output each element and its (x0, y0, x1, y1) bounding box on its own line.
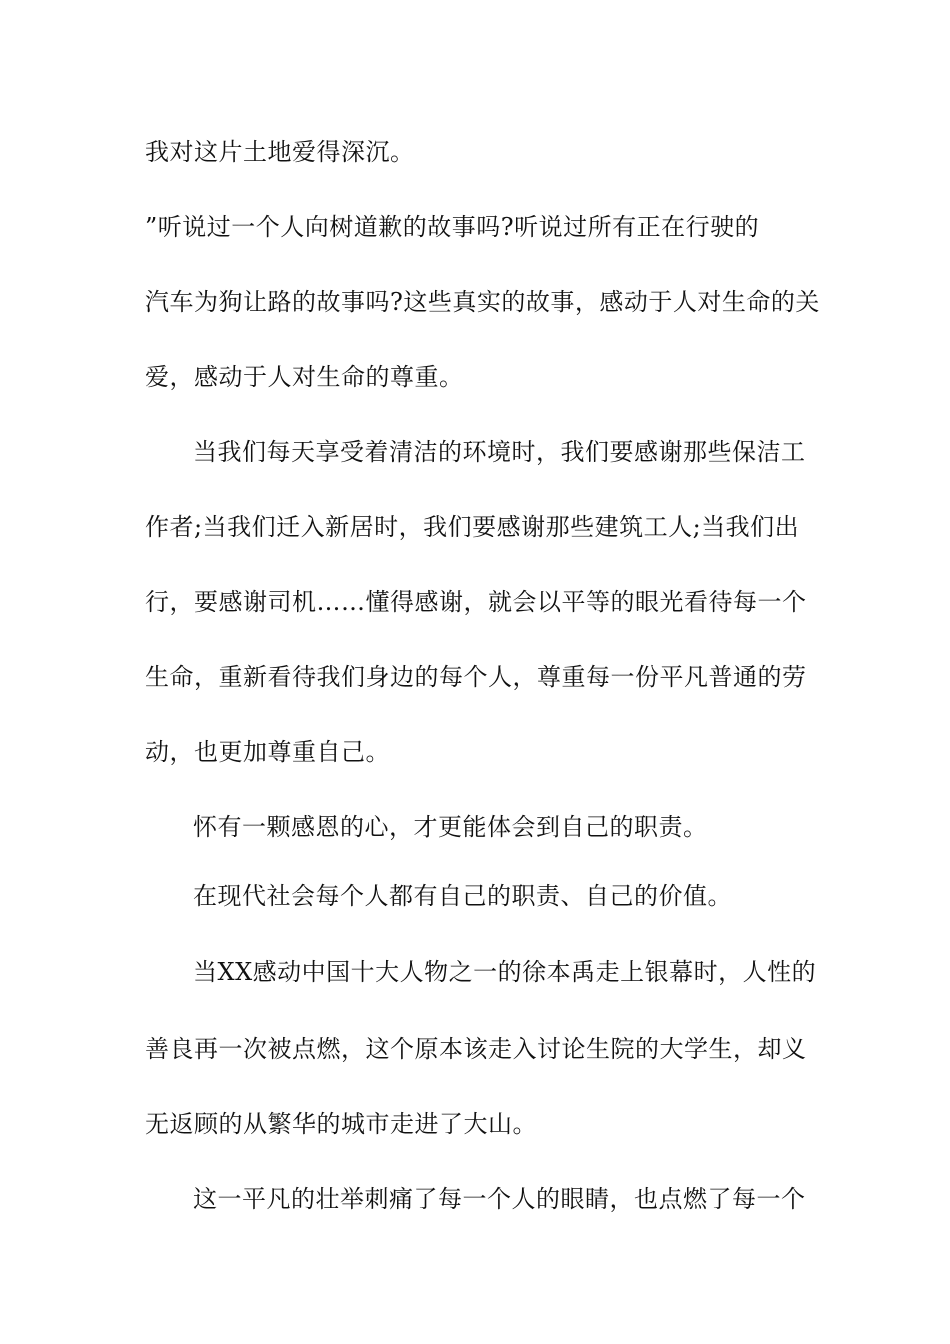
text-line: 汽车为狗让路的故事吗?这些真实的故事，感动于人对生命的关 (145, 288, 820, 316)
paragraph-start-line: 当XX感动中国十大人物之一的徐本禹走上银幕时，人性的 (193, 958, 817, 986)
paragraph-start-line: 在现代社会每个人都有自己的职责、自己的价值。 (193, 882, 732, 910)
text-line: 生命，重新看待我们身边的每个人，尊重每一份平凡普通的劳 (145, 663, 807, 691)
paragraph-start-line: 这一平凡的壮举刺痛了每一个人的眼睛，也点燃了每一个 (193, 1185, 806, 1213)
text-line: 作者;当我们迁入新居时，我们要感谢那些建筑工人;当我们出 (145, 513, 800, 541)
text-line: 动，也更加尊重自己。 (145, 738, 390, 766)
paragraph-start-line: ”听说过一个人向树道歉的故事吗?听说过所有正在行驶的 (145, 213, 760, 241)
paragraph-start-line: 当我们每天享受着清洁的环境时，我们要感谢那些保洁工 (193, 438, 806, 466)
paragraph-start-line: 怀有一颗感恩的心，才更能体会到自己的职责。 (193, 813, 708, 841)
text-line: 无返顾的从繁华的城市走进了大山。 (145, 1110, 537, 1138)
text-line: 善良再一次被点燃，这个原本该走入讨论生院的大学生，却义 (145, 1035, 807, 1063)
text-line: 我对这片土地爱得深沉。 (145, 138, 415, 166)
text-line: 爱，感动于人对生命的尊重。 (145, 363, 464, 391)
text-line: 行，要感谢司机……懂得感谢，就会以平等的眼光看待每一个 (145, 588, 807, 616)
